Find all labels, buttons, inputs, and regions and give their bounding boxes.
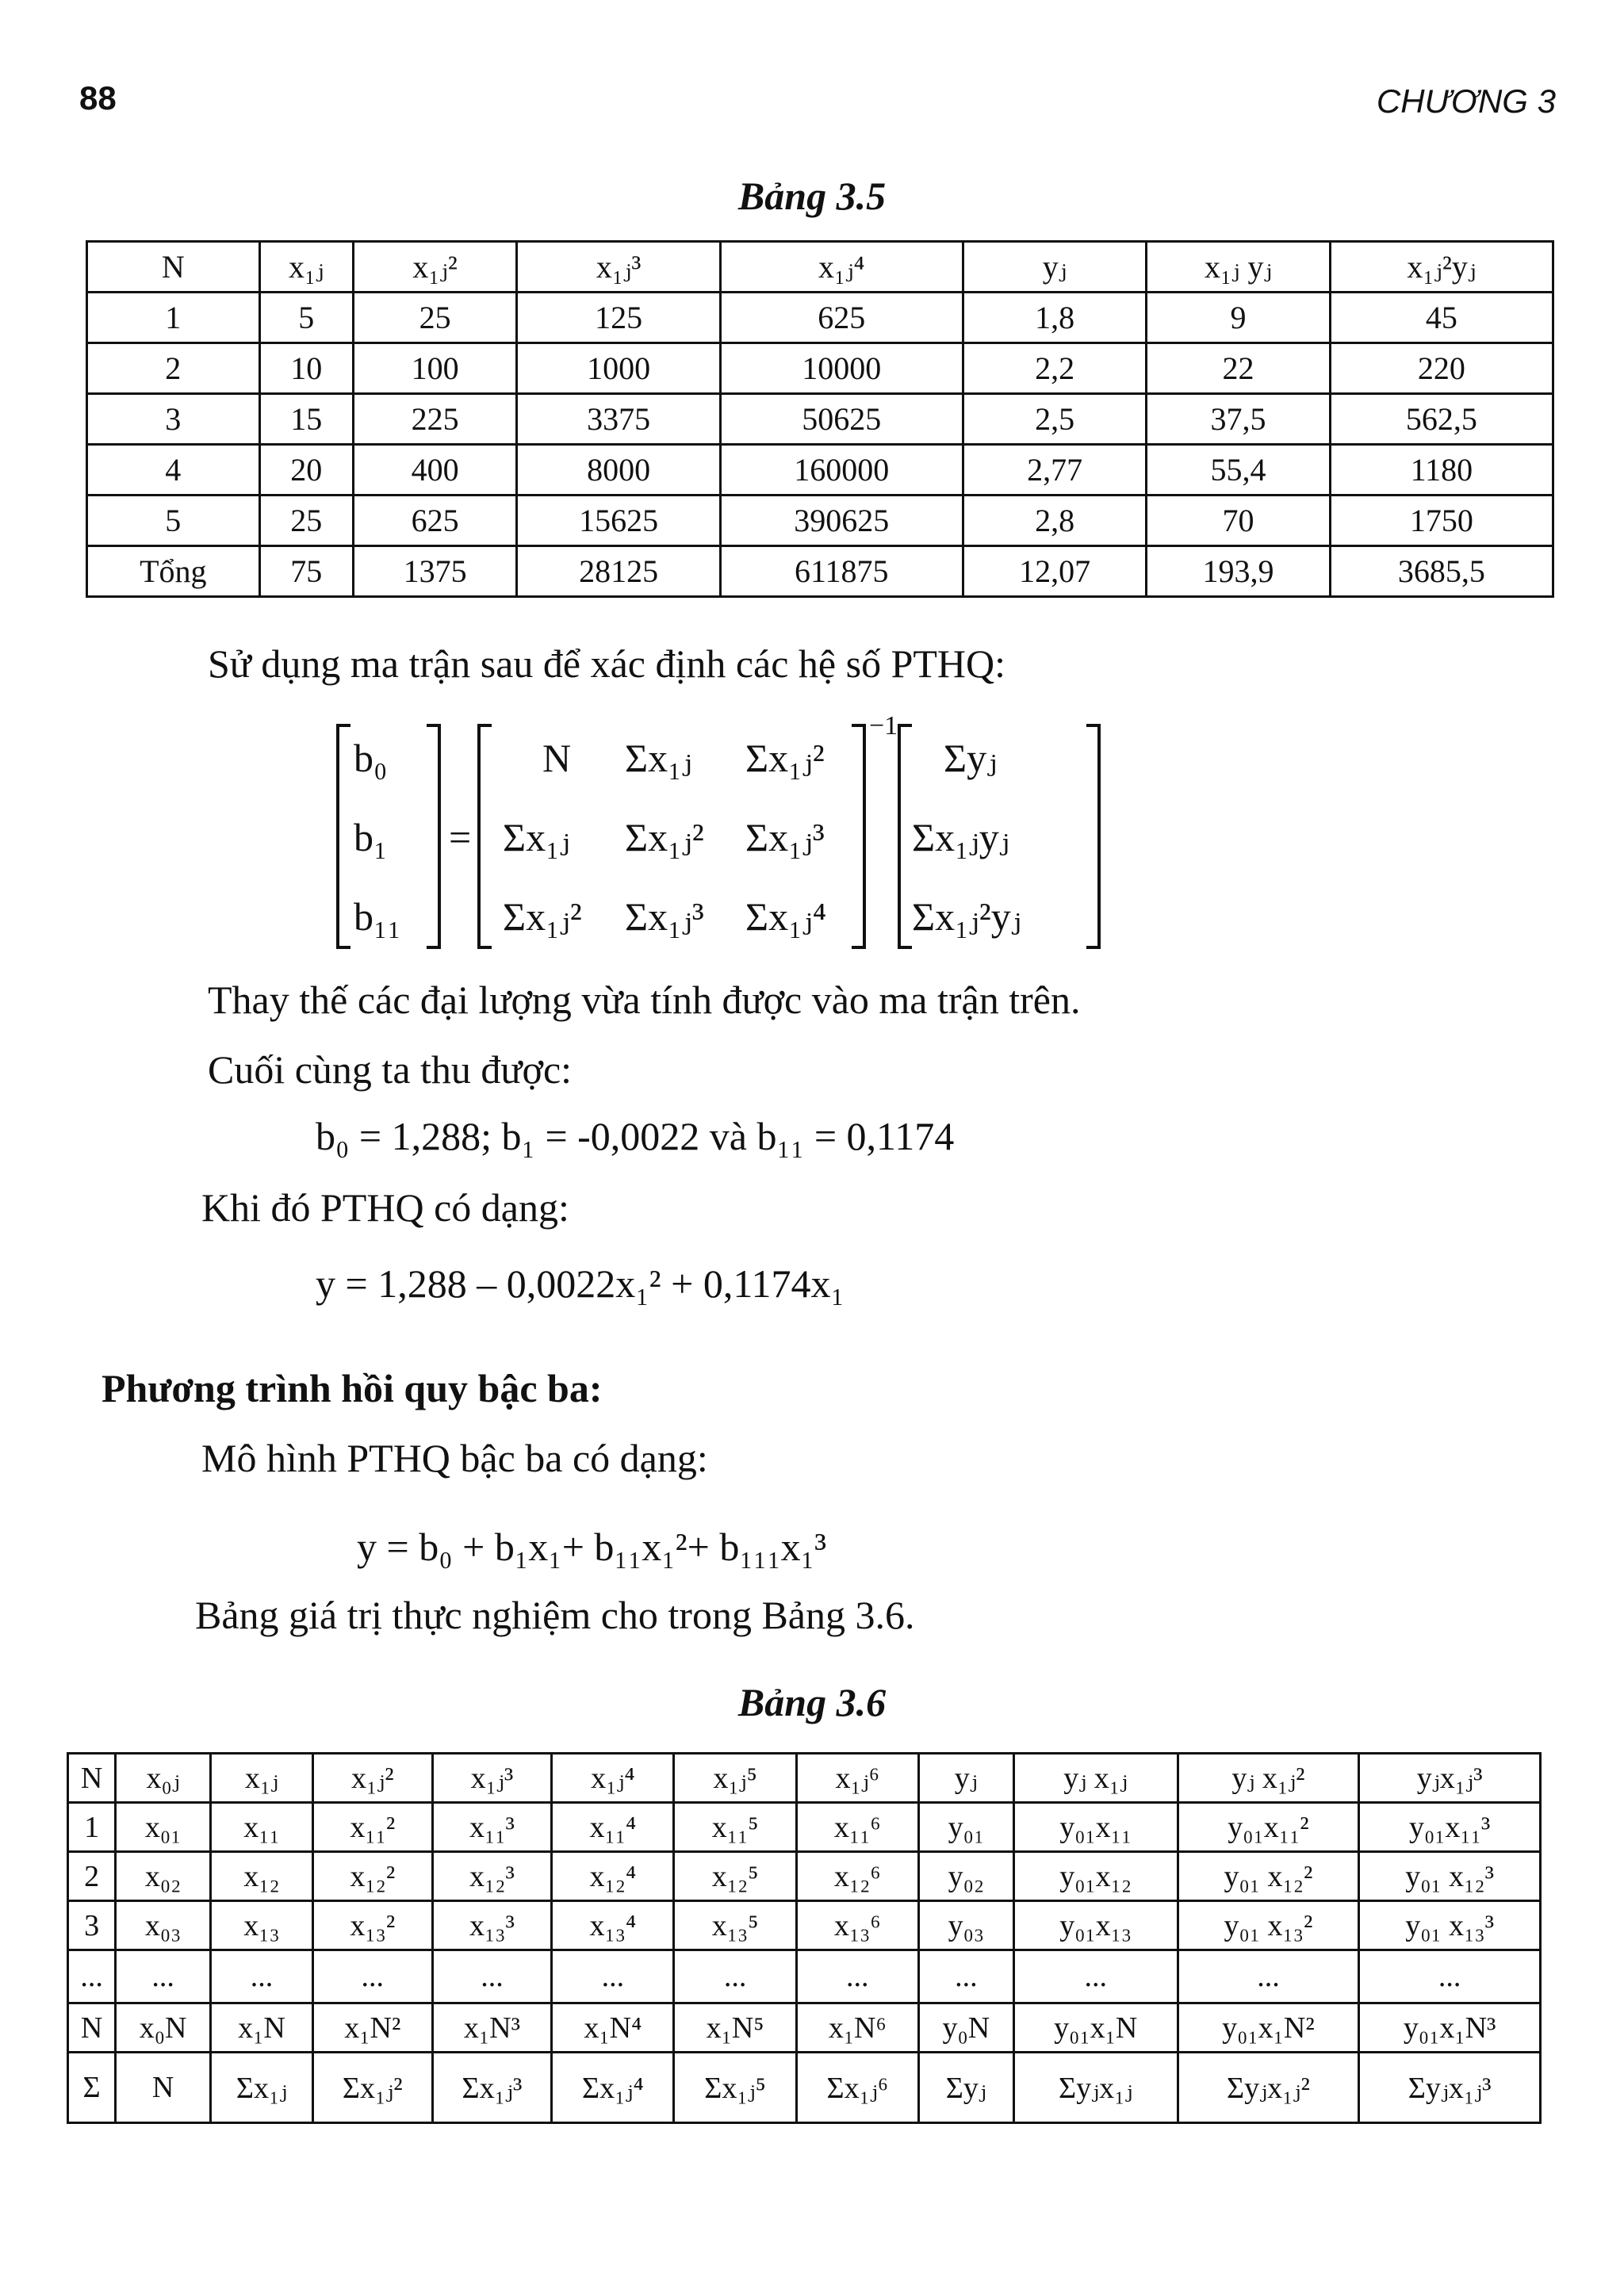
table-3-5: [86, 240, 1554, 598]
table-cell: 1000: [517, 343, 720, 394]
table-cell: Σyⱼx₁ⱼ²: [1178, 2053, 1359, 2123]
table-cell: 5: [259, 293, 353, 343]
table-cell: y₀₁x₁N: [1013, 2003, 1178, 2053]
table-cell: ...: [1178, 1950, 1359, 2003]
table-row: [87, 546, 1553, 597]
table-cell: Σ: [68, 2053, 116, 2123]
chapter-title: CHƯƠNG 3: [1376, 82, 1556, 120]
table-row: [87, 496, 1553, 546]
cubic-equation: y = b₀ + b₁x₁+ b₁₁x₁²+ b₁₁₁x₁³: [357, 1525, 827, 1569]
table-header-cell: yⱼx₁ⱼ³: [1359, 1754, 1541, 1803]
table-row: [87, 394, 1553, 445]
intro-text: Sử dụng ma trận sau để xác định các hệ số PTHQ:: [208, 641, 1006, 686]
table-row: [68, 1803, 1541, 1852]
table-3-5-caption: Bảng 3.5: [737, 174, 887, 218]
table-cell: N: [116, 2053, 211, 2123]
table-cell: 20: [259, 445, 353, 496]
sum-matrix-cell: Σx₁ⱼ²: [625, 815, 704, 859]
sum-matrix-cell: Σx₁ⱼ: [625, 736, 692, 780]
table-cell: x₁₂⁵: [674, 1852, 796, 1901]
table-cell: x₁₁⁵: [674, 1803, 796, 1852]
sum-matrix-cell: Σx₁ⱼ²: [503, 894, 582, 939]
table-cell: 125: [517, 293, 720, 343]
table-cell: 15: [259, 394, 353, 445]
table-cell: 28125: [517, 546, 720, 597]
table-cell: x₁₂: [211, 1852, 313, 1901]
table-cell: 25: [259, 496, 353, 546]
table-header-cell: x₁ⱼ⁵: [674, 1754, 796, 1803]
table-cell: 22: [1147, 343, 1330, 394]
table-cell: Σx₁ⱼ⁶: [796, 2053, 918, 2123]
table-cell: 3375: [517, 394, 720, 445]
table-cell: N: [68, 2003, 116, 2053]
table-header-cell: x₁ⱼ³: [432, 1754, 552, 1803]
table-cell: 160000: [720, 445, 963, 496]
table-cell: 390625: [720, 496, 963, 546]
table-cell: 625: [353, 496, 517, 546]
left-vector-open-bracket: [338, 725, 350, 947]
table-cell: y₀₁ x₁₂³: [1359, 1852, 1541, 1901]
table-3-6: [67, 1752, 1542, 2124]
table-cell: x₁₂⁶: [796, 1852, 918, 1901]
table-cell: 70: [1147, 496, 1330, 546]
table-cell: x₀₂: [116, 1852, 211, 1901]
table-cell: x₁₂³: [432, 1852, 552, 1901]
table-cell: y₀₁x₁₁³: [1359, 1803, 1541, 1852]
table-cell: y₀₁: [918, 1803, 1013, 1852]
table-cell: 1: [87, 293, 260, 343]
sum-matrix-cell: Σx₁ⱼ: [503, 815, 570, 859]
substitute-text: Thay thế các đại lượng vừa tính được vào ma trận trên.: [208, 978, 1081, 1022]
table-cell: Σx₁ⱼ⁵: [674, 2053, 796, 2123]
middle-matrix-open-bracket: [479, 725, 492, 947]
table-cell: 12,07: [963, 546, 1146, 597]
table-header-row: [68, 1754, 1541, 1803]
table-cell: x₁₂⁴: [552, 1852, 674, 1901]
table-cell: 220: [1330, 343, 1553, 394]
table-header-cell: x₁ⱼ²: [312, 1754, 432, 1803]
table-header-cell: N: [87, 242, 260, 293]
table-cell: x₁₁²: [312, 1803, 432, 1852]
table-cell: 8000: [517, 445, 720, 496]
middle-matrix-close-bracket: [852, 725, 864, 947]
table-row: [68, 2003, 1541, 2053]
table-cell: x₁N⁴: [552, 2003, 674, 2053]
table-cell: 15625: [517, 496, 720, 546]
table-cell: ...: [312, 1950, 432, 2003]
table-cell: 1375: [353, 546, 517, 597]
table-cell: 3: [87, 394, 260, 445]
table-header-cell: N: [68, 1754, 116, 1803]
table-reference-text: Bảng giá trị thực nghiệm cho trong Bảng 3.6.: [195, 1593, 915, 1637]
table-cell: 225: [353, 394, 517, 445]
table-header-cell: x₁ⱼ⁶: [796, 1754, 918, 1803]
right-vector-close-bracket: [1086, 725, 1099, 947]
table-cell: 611875: [720, 546, 963, 597]
equals-sign: =: [449, 815, 472, 859]
table-cell: 4: [87, 445, 260, 496]
table-cell: y₀₁ x₁₃²: [1178, 1901, 1359, 1950]
table-cell: 25: [353, 293, 517, 343]
table-header-cell: yⱼ: [918, 1754, 1013, 1803]
coefficient-2: b₁₁: [354, 894, 401, 939]
table-cell: x₁₃: [211, 1901, 313, 1950]
table-cell: ...: [552, 1950, 674, 2003]
table-cell: ...: [1013, 1950, 1178, 2003]
table-cell: x₁N: [211, 2003, 313, 2053]
right-vector-open-bracket: [899, 725, 912, 947]
table-row: [87, 343, 1553, 394]
table-row: [68, 1950, 1541, 2003]
table-cell: 37,5: [1147, 394, 1330, 445]
table-cell: y₀₂: [918, 1852, 1013, 1901]
page-number: 88: [79, 79, 117, 117]
sum-matrix-cell: Σx₁ⱼ⁴: [745, 894, 827, 939]
table-cell: ...: [674, 1950, 796, 2003]
table-cell: 2,8: [963, 496, 1146, 546]
sum-matrix-cell: N: [542, 736, 572, 780]
table-cell: y₀₁x₁₃: [1013, 1901, 1178, 1950]
table-cell: 45: [1330, 293, 1553, 343]
finally-text: Cuối cùng ta thu được:: [208, 1047, 573, 1092]
table-cell: y₀₁x₁₁: [1013, 1803, 1178, 1852]
table-cell: 1750: [1330, 496, 1553, 546]
table-cell: x₁N²: [312, 2003, 432, 2053]
table-cell: x₁₃²: [312, 1901, 432, 1950]
table-cell: 2,77: [963, 445, 1146, 496]
table-cell: ...: [211, 1950, 313, 2003]
table-row: [87, 445, 1553, 496]
table-cell: Σx₁ⱼ²: [312, 2053, 432, 2123]
table-header-cell: x₁ⱼ yⱼ: [1147, 242, 1330, 293]
table-cell: ...: [918, 1950, 1013, 2003]
table-cell: x₁₁³: [432, 1803, 552, 1852]
table-cell: x₁N⁶: [796, 2003, 918, 2053]
table-cell: 9: [1147, 293, 1330, 343]
table-cell: 2: [87, 343, 260, 394]
table-cell: ...: [796, 1950, 918, 2003]
table-cell: 193,9: [1147, 546, 1330, 597]
table-cell: x₁₁⁴: [552, 1803, 674, 1852]
table-header-cell: x₁ⱼ²yⱼ: [1330, 242, 1553, 293]
table-cell: y₀₁x₁₁²: [1178, 1803, 1359, 1852]
table-cell: x₁₁⁶: [796, 1803, 918, 1852]
table-cell: 75: [259, 546, 353, 597]
left-vector-close-bracket: [427, 725, 439, 947]
table-header-cell: x₀ⱼ: [116, 1754, 211, 1803]
table-header-cell: x₁ⱼ: [211, 1754, 313, 1803]
table-cell: ...: [116, 1950, 211, 2003]
then-text: Khi đó PTHQ có dạng:: [201, 1185, 569, 1230]
table-cell: 10: [259, 343, 353, 394]
table-cell: x₁₁: [211, 1803, 313, 1852]
table-cell: Σyⱼx₁ⱼ: [1013, 2053, 1178, 2123]
table-cell: 625: [720, 293, 963, 343]
rhs-sum-0: Σyⱼ: [944, 736, 998, 780]
table-cell: y₀₁ x₁₂²: [1178, 1852, 1359, 1901]
table-cell: 400: [353, 445, 517, 496]
table-cell: x₁₃³: [432, 1901, 552, 1950]
table-cell: Σyⱼ: [918, 2053, 1013, 2123]
table-cell: x₁N³: [432, 2003, 552, 2053]
table-cell: x₀₃: [116, 1901, 211, 1950]
inverse-exponent: −1: [869, 711, 898, 740]
table-header-cell: x₁ⱼ⁴: [720, 242, 963, 293]
table-cell: x₁N⁵: [674, 2003, 796, 2053]
table-cell: 100: [353, 343, 517, 394]
table-cell: 2,2: [963, 343, 1146, 394]
table-cell: Σx₁ⱼ⁴: [552, 2053, 674, 2123]
quadratic-equation: y = 1,288 – 0,0022x₁² + 0,1174x₁: [316, 1261, 845, 1306]
table-cell: Tổng: [87, 546, 260, 597]
table-cell: 562,5: [1330, 394, 1553, 445]
table-row: [68, 1852, 1541, 1901]
table-row: [87, 293, 1553, 343]
table-cell: Σx₁ⱼ: [211, 2053, 313, 2123]
table-3-6-caption: Bảng 3.6: [737, 1680, 887, 1724]
table-header-cell: x₁ⱼ³: [517, 242, 720, 293]
table-header-cell: yⱼ x₁ⱼ: [1013, 1754, 1178, 1803]
table-cell: x₁₃⁴: [552, 1901, 674, 1950]
table-header-cell: x₁ⱼ: [259, 242, 353, 293]
table-cell: 1: [68, 1803, 116, 1852]
table-cell: ...: [1359, 1950, 1541, 2003]
table-header-cell: x₁ⱼ⁴: [552, 1754, 674, 1803]
sum-matrix-cell: Σx₁ⱼ³: [745, 815, 825, 859]
table-cell: 3: [68, 1901, 116, 1950]
table-header-cell: x₁ⱼ²: [353, 242, 517, 293]
sum-matrix-cell: Σx₁ⱼ²: [745, 736, 825, 780]
table-cell: ...: [68, 1950, 116, 2003]
table-header-cell: yⱼ: [963, 242, 1146, 293]
table-cell: y₀₁x₁N²: [1178, 2003, 1359, 2053]
cubic-regression-heading: Phương trình hồi quy bậc ba:: [102, 1366, 603, 1410]
table-cell: 1,8: [963, 293, 1146, 343]
table-cell: y₀₃: [918, 1901, 1013, 1950]
table-cell: y₀₁x₁N³: [1359, 2003, 1541, 2053]
sum-matrix-cell: Σx₁ⱼ³: [625, 894, 704, 939]
table-cell: x₁₃⁶: [796, 1901, 918, 1950]
coefficient-0: b₀: [354, 736, 388, 780]
table-cell: x₀N: [116, 2003, 211, 2053]
table-cell: x₀₁: [116, 1803, 211, 1852]
table-cell: y₀₁ x₁₃³: [1359, 1901, 1541, 1950]
coefficient-1: b₁: [354, 815, 388, 859]
table-header-cell: yⱼ x₁ⱼ²: [1178, 1754, 1359, 1803]
table-cell: 55,4: [1147, 445, 1330, 496]
table-cell: x₁₃⁵: [674, 1901, 796, 1950]
table-cell: ...: [432, 1950, 552, 2003]
table-cell: 5: [87, 496, 260, 546]
table-row: [68, 1901, 1541, 1950]
table-header-row: [87, 242, 1553, 293]
table-cell: x₁₂²: [312, 1852, 432, 1901]
cubic-model-text: Mô hình PTHQ bậc ba có dạng:: [201, 1436, 708, 1480]
table-cell: 2,5: [963, 394, 1146, 445]
rhs-sum-2: Σx₁ⱼ²yⱼ: [912, 894, 1021, 939]
table-cell: 10000: [720, 343, 963, 394]
table-cell: Σyⱼx₁ⱼ³: [1359, 2053, 1541, 2123]
coefficients-result: b₀ = 1,288; b₁ = -0,0022 và b₁₁ = 0,1174: [316, 1114, 955, 1158]
table-cell: y₀₁x₁₂: [1013, 1852, 1178, 1901]
table-cell: 3685,5: [1330, 546, 1553, 597]
table-cell: y₀N: [918, 2003, 1013, 2053]
rhs-sum-1: Σx₁ⱼyⱼ: [912, 815, 1009, 859]
table-row: [68, 2053, 1541, 2123]
matrix-equation: [333, 711, 1110, 955]
table-cell: Σx₁ⱼ³: [432, 2053, 552, 2123]
table-cell: 1180: [1330, 445, 1553, 496]
table-cell: 50625: [720, 394, 963, 445]
table-cell: 2: [68, 1852, 116, 1901]
